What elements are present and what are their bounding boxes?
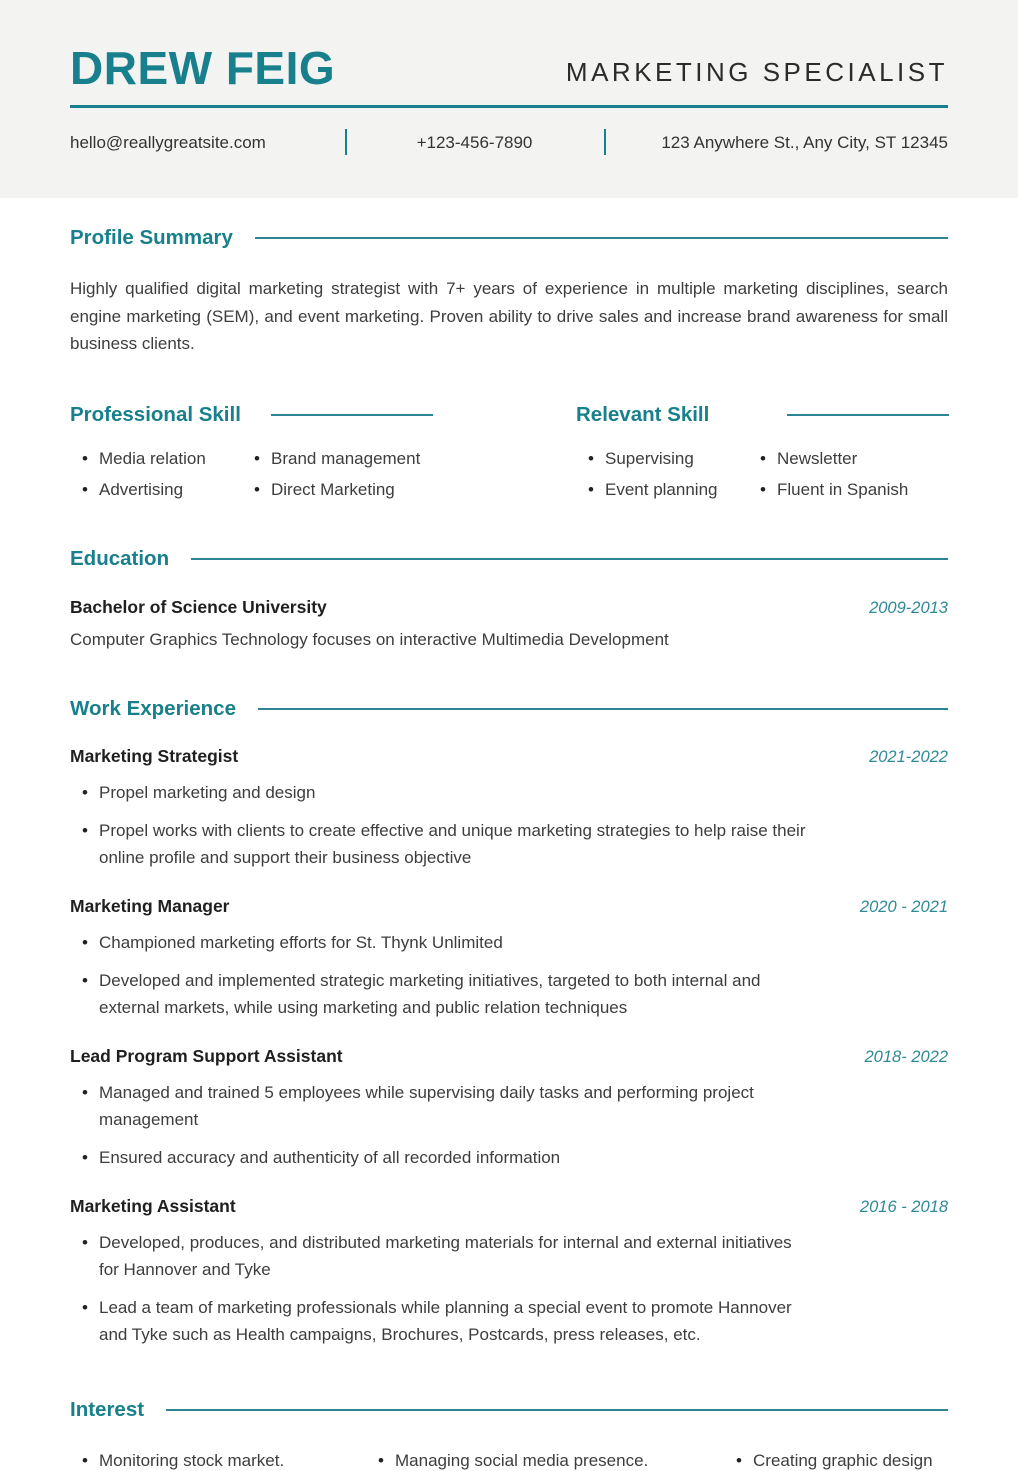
degree-name: Bachelor of Science University	[70, 596, 327, 617]
job-entry	[70, 746, 948, 871]
section-relevant-skill-heading	[576, 403, 949, 427]
interest-item: • Creating graphic design	[724, 1451, 948, 1471]
section-education-heading	[70, 547, 948, 571]
section-work-experience-heading	[70, 697, 948, 721]
skill-item: • Fluent in Spanish	[748, 481, 949, 499]
resume-header	[0, 0, 1018, 198]
heading-rule	[255, 237, 948, 239]
interest-item: • Monitoring stock market.	[70, 1451, 366, 1471]
relevant-skill-list	[576, 450, 949, 499]
heading-rule	[166, 1409, 948, 1411]
job-dates: 2016 - 2018	[859, 1197, 948, 1216]
job-title-text: Lead Program Support Assistant	[70, 1045, 343, 1066]
heading-rule	[271, 414, 433, 416]
section-title: Interest	[70, 1397, 145, 1421]
job-bullet: • Propel works with clients to create effective and unique marketing strategies to help raise their online profile and support their business objective	[70, 817, 812, 871]
job-title-text: Marketing Strategist	[70, 745, 239, 766]
skill-item: • Media relation	[70, 450, 242, 468]
contact-separator	[604, 129, 606, 155]
skill-item: • Newsletter	[748, 450, 949, 468]
section-title: Profile Summary	[70, 226, 233, 249]
header-divider-line	[70, 105, 948, 108]
job-bullet: • Managed and trained 5 employees while supervising daily tasks and performing project management	[70, 1079, 812, 1133]
job-bullet: • Ensured accuracy and authenticity of all recorded information	[70, 1144, 812, 1171]
education-description: Computer Graphics Technology focuses on interactive Multimedia Development	[70, 629, 669, 649]
job-bullet-list	[70, 929, 948, 1021]
education-entry	[70, 597, 948, 618]
skill-item: • Direct Marketing	[242, 481, 433, 499]
relevant-skill-column	[576, 403, 949, 499]
job-title-text: Marketing Manager	[70, 895, 230, 916]
heading-rule	[191, 558, 948, 560]
section-title: Work Experience	[70, 696, 236, 720]
section-interest-heading	[70, 1398, 948, 1422]
job-bullet: • Developed and implemented strategic marketing initiatives, targeted to both internal and external markets, while using marketing and public relation techniques	[70, 967, 812, 1021]
education-dates: 2009-2013	[869, 598, 948, 617]
job-bullet-list	[70, 779, 948, 871]
job-dates: 2021-2022	[869, 747, 948, 766]
job-title-text: Marketing Assistant	[70, 1195, 236, 1216]
job-bullet: • Propel marketing and design	[70, 779, 812, 806]
job-bullet-list	[70, 1229, 948, 1348]
contact-email: hello@reallygreatsite.com	[70, 132, 266, 152]
job-entry	[70, 1046, 948, 1171]
job-bullet: • Championed marketing efforts for St. Thynk Unlimited	[70, 929, 812, 956]
skill-item: • Brand management	[242, 450, 433, 468]
job-entry	[70, 896, 948, 1021]
job-entry	[70, 1196, 948, 1348]
job-dates: 2018- 2022	[864, 1047, 948, 1066]
job-dates: 2020 - 2021	[859, 897, 948, 916]
person-job-title: MARKETING SPECIALIST	[565, 57, 948, 88]
section-title: Professional Skill	[70, 402, 241, 426]
skill-item: • Supervising	[576, 450, 748, 468]
skill-item: • Event planning	[576, 481, 748, 499]
person-name: DREW FEIG	[70, 42, 336, 94]
interest-item: • Managing social media presence.	[366, 1451, 724, 1471]
heading-rule	[787, 414, 949, 416]
job-bullet-list	[70, 1079, 948, 1171]
heading-rule	[258, 708, 948, 710]
section-professional-skill-heading	[70, 403, 433, 427]
job-bullet: • Developed, produces, and distributed marketing materials for internal and external initiatives for Hannover and Tyke	[70, 1229, 812, 1283]
professional-skill-list	[70, 450, 433, 499]
interest-list	[70, 1451, 948, 1471]
professional-skill-column	[70, 403, 433, 499]
job-bullet: • Lead a team of marketing professionals while planning a special event to promote Hannover and Tyke such as Health campaigns, Brochures, Postcards, press releases, etc.	[70, 1294, 812, 1348]
resume-body	[0, 226, 1018, 1471]
section-title: Relevant Skill	[576, 402, 710, 426]
skills-section	[70, 403, 948, 499]
section-profile-summary-heading	[70, 226, 948, 250]
contact-phone: +123-456-7890	[416, 132, 533, 152]
contact-row	[70, 131, 948, 157]
profile-summary-text: Highly qualified digital marketing strategist with 7+ years of experience in multiple marketing disciplines, search engine marketing (SEM), and event marketing. Proven ability to drive sales and increase brand awareness for small business clients.	[70, 279, 948, 353]
section-title: Education	[70, 546, 170, 570]
contact-address: 123 Anywhere St., Any City, ST 12345	[661, 132, 948, 152]
skill-item: • Advertising	[70, 481, 242, 499]
